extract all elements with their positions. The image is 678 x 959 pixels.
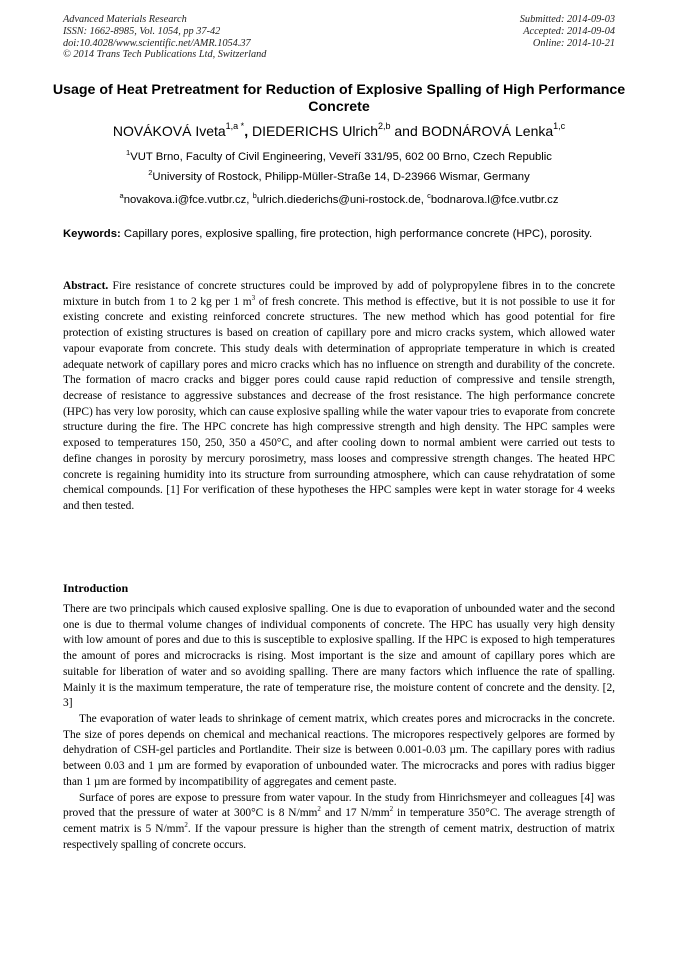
- email: bodnarova.l@fce.vutbr.cz: [430, 194, 559, 206]
- journal-name: Advanced Materials Research: [63, 14, 187, 25]
- copyright: © 2014 Trans Tech Publications Ltd, Switzerland: [63, 49, 267, 61]
- section-heading: Introduction: [63, 581, 129, 595]
- paragraph-text: in temperature 350°C. The average strength of cement matrix is 5 N/mm: [63, 807, 616, 836]
- email: ulrich.diederichs@uni-rostock.de,: [256, 194, 428, 206]
- email-superscript: c: [427, 191, 431, 200]
- abstract-superscript: 3: [251, 293, 256, 302]
- abstract-label: Abstract.: [63, 280, 109, 292]
- keywords-text: Capillary pores, explosive spalling, fire protection, high performance concrete (HPC), porosity.: [120, 228, 593, 240]
- paragraph: [63, 791, 615, 854]
- affiliation-superscript: 2: [148, 168, 153, 177]
- issn: ISSN: 1662-8985, Vol. 1054, pp 37-42: [63, 25, 221, 37]
- author-list: [40, 123, 638, 140]
- affiliation-superscript: 1: [126, 148, 131, 157]
- affiliation-2: [40, 170, 638, 184]
- journal-header: [63, 14, 266, 61]
- superscript: 2: [389, 805, 394, 814]
- submitted-date: Submitted: 2014-09-03: [519, 14, 615, 25]
- abstract: [63, 279, 615, 515]
- author-superscript: 1,c: [553, 121, 566, 131]
- paragraph-text: . If the vapour pressure is higher than the strength of cement matrix, destruction of matrix respectively spalling of concrete occurs.: [63, 823, 615, 851]
- superscript: 2: [317, 805, 321, 814]
- keywords-label: Keywords:: [63, 228, 121, 240]
- author-name: BODNÁROVÁ Lenka: [421, 123, 554, 139]
- online-date: Online: 2014-10-21: [532, 37, 615, 49]
- author-name: DIEDERICHS Ulrich: [251, 123, 378, 139]
- author-superscript: 1,a *: [225, 121, 245, 131]
- author-name: NOVÁKOVÁ Iveta: [112, 123, 226, 139]
- author-superscript: 2,b: [377, 121, 391, 131]
- affiliation-text: University of Rostock, Philipp-Müller-Straße 14, D-23966 Wismar, Germany: [152, 171, 530, 183]
- superscript: 2: [184, 821, 188, 830]
- keywords: [63, 227, 615, 243]
- paragraph: There are two principals which caused explosive spalling. One is due to evaporation of unbounded water and the second one is due to thermal volume changes of individual components of concrete. The HPC has usually very high density with low amount of pores and due to this is susceptible to explosive spalling. If the HPC is exposed to high temperatures the amount of pores and microcracks is rising. Most important is the size and amount of capillary pores which are suitable for liberation of water and so avoiding spalling. There are many factors which influence the rate of spalling. Mainly it is the maximum temperature, the rate of temperature rise, the moisture content of concrete and the density. [2, 3]: [63, 603, 615, 710]
- email-superscript: a: [119, 191, 124, 200]
- paragraph-text: and 17 N/mm: [320, 807, 390, 820]
- author-separator: ,: [244, 123, 252, 139]
- paragraph: The evaporation of water leads to shrinkage of cement matrix, which creates pores and microcracks in the concrete. The size of pores depends on chemical and mechanical reactions. The micropores respectively gelpores are formed by dehydration of CSH-gel particles and Portlandite. Their size is between 0.001-0.03 µm. The capillary pores with radius between 0.03 and 1 µm are formed by evaporation of unbounded water. The microcracks and pores with radius bigger than 1 µm are formed by incompatibility of aggregates and cement paste.: [63, 713, 615, 788]
- introduction-section: [63, 602, 615, 854]
- paragraph-text: Surface of pores are expose to pressure from water vapour. In the study from Hinrichsmeyer and colleagues [4] was proved that the pressure of water at 300°C is 8 N/mm: [63, 791, 615, 820]
- accepted-date: Accepted: 2014-09-04: [523, 25, 615, 37]
- doi: doi:10.4028/www.scientific.net/AMR.1054.37: [63, 37, 251, 49]
- affiliation-text: VUT Brno, Faculty of Civil Engineering, Veveří 331/95, 602 00 Brno, Czech Republic: [130, 151, 552, 163]
- email: novakova.i@fce.vutbr.cz,: [123, 194, 253, 206]
- email-superscript: b: [252, 191, 257, 200]
- author-separator: and: [390, 123, 422, 139]
- abstract-text: of fresh concrete. This method is effective, but it is not possible to use it for existing concrete and existing reinforced concrete structures. The new method which has good potential for fire protection of existing structures is based on creation of capillary pore and micro cracks system, which allowed water vapour evaporate from concrete. This study deals with determination of appropriate temperature in which is created adequate network of capillary pores and micro cracks which has no influence on strength and durability of the concrete. The formation of macro cracks and bigger pores could cause rapid reduction of compressive and tensile strength, decrease of resistance to aggressive substances and decrease of the frost resistance. The high performance concrete (HPC) has very low porosity, which can cause explosive spalling while the water vapour tries to evaporate from concrete structure during the fire. The HPC concrete has high compressive strength and high density. The HPC samples were exposed to temperatures 150, 250, 350 a 450°C, and after cooling down to normal ambient were carried out tests to define changes in porosity by mercury porosimetry, mass looses and compressive strength changes. The heated HPC concrete is regaining humidity into its structure from surrounding atmosphere, which can cause rehydratation of some chemical compounds. [1] For verification of these hypotheses the HPC samples were kept in water storage for 4 weeks and then tested.: [63, 295, 615, 513]
- abstract-text: Fire resistance of concrete structures could be improved by add of polypropylene fibres in to the concrete mixture in butch from 1 to 2 kg per 1 m: [63, 280, 615, 308]
- affiliation-1: [40, 150, 638, 164]
- dates-header: [520, 14, 615, 49]
- author-emails: [40, 193, 638, 207]
- paper-title: Usage of Heat Pretreatment for Reduction of Explosive Spalling of High Performance Concrete: [52, 82, 626, 115]
